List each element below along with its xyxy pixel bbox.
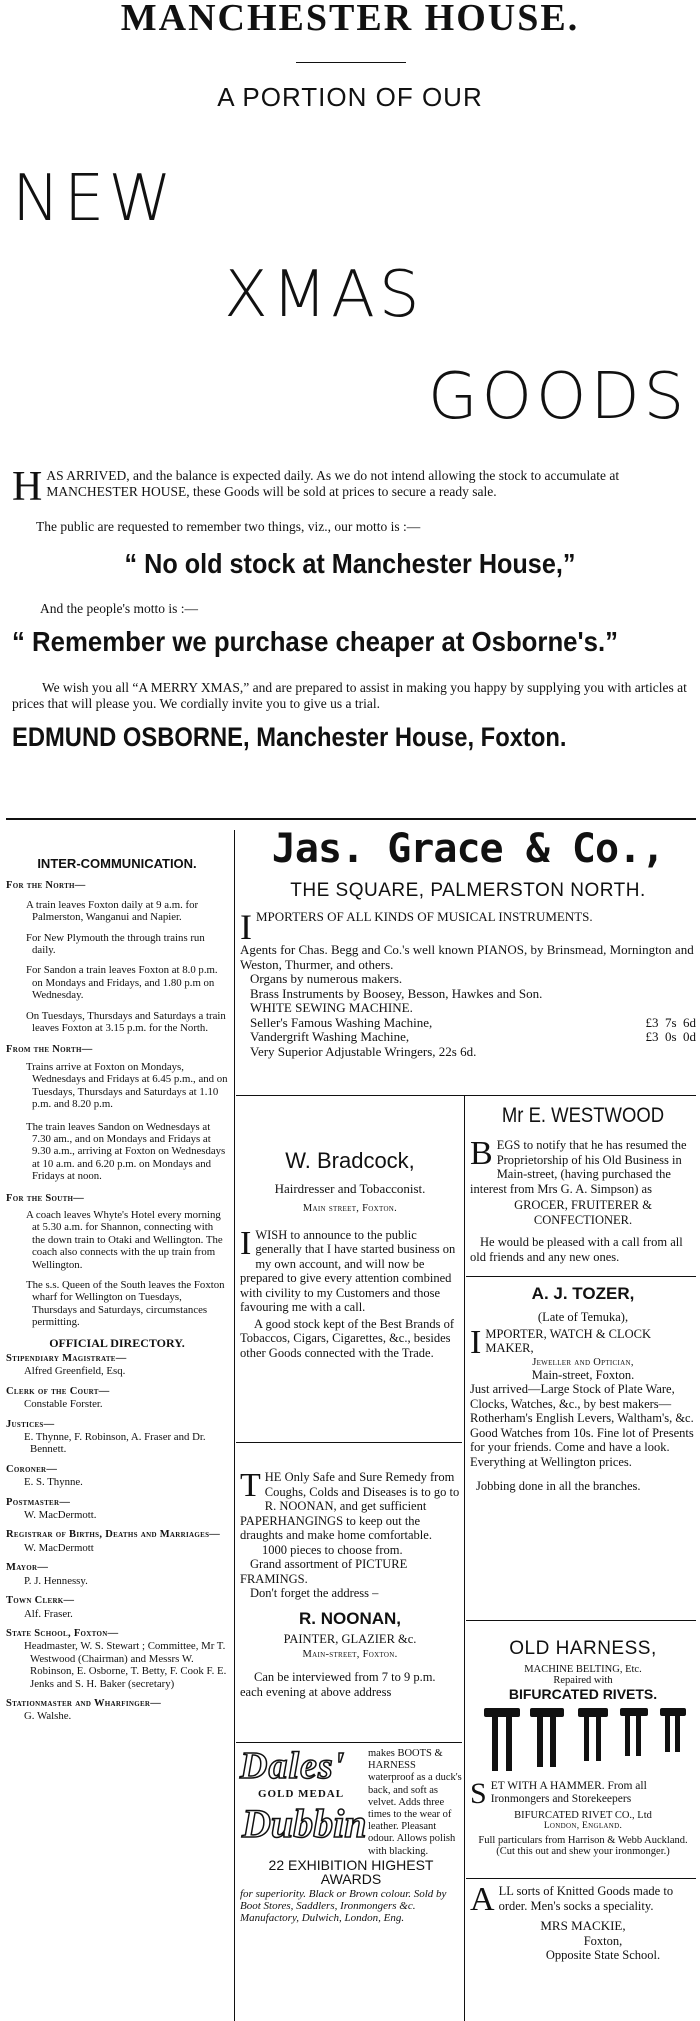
grace-name: Jas. Grace & Co., <box>271 826 665 872</box>
mackie-text1: LL sorts of Knitted Goods made to order. Men's socks a speciality. <box>498 1884 674 1913</box>
tozer-text2: Jobbing done in all the branches. <box>476 1479 641 1493</box>
postmaster-heading: Postmaster— <box>6 1496 71 1508</box>
signature: EDMUND OSBORNE, Manchester House, Foxton. <box>12 722 567 752</box>
drop-cap: H <box>12 464 43 510</box>
westwood-text2: He would be pleased with a call from all old friends and any new ones. <box>470 1235 683 1264</box>
bradcock-text2: A good stock kept of the Best Brands of Tobaccos, Cigars, Cigarettes, &c., besides other Goods connected with the Trade. <box>240 1316 454 1360</box>
dubbin-brand: Dubbin <box>242 1801 367 1846</box>
arrival-paragraph <box>12 464 692 510</box>
column-rule-right <box>464 1095 465 2021</box>
grace-organs: Organs by numerous makers. <box>250 971 403 986</box>
westwood-ad <box>470 1104 696 1264</box>
grace-item <box>240 1030 696 1045</box>
north-item: For Sandon a train leaves Foxton at 8.0 p.m. on Mondays and Fridays, and 1.80 p.m on Wednesday. <box>26 964 218 1002</box>
bradcock-name: W. Bradcock, <box>285 1148 415 1173</box>
mackie-name: MRS MACKIE, <box>540 1918 626 1933</box>
drop-cap: A <box>470 1881 495 1918</box>
mayor: P. J. Hennessy. <box>24 1574 88 1587</box>
section-divider <box>236 1442 462 1443</box>
grace-item <box>240 1016 696 1031</box>
portion-heading: A PORTION OF OUR <box>217 82 483 112</box>
harness-repaired: Repaired with <box>553 1675 613 1686</box>
mackie-ad <box>470 1881 696 1963</box>
noonan-address: Main-street, Foxton. <box>302 1649 398 1660</box>
westwood-trade: GROCER, FRUITERER & CONFECTIONER. <box>514 1198 652 1227</box>
column-rule-left <box>234 830 235 2021</box>
harness-text <box>470 1777 696 1810</box>
westwood-text1: EGS to notify that he has resumed the Proprietorship of his Old Business in Main-street, (having purchased the interest from Mrs G. A. Simpson) as <box>470 1138 687 1196</box>
postmaster: W. MacDermott. <box>24 1509 97 1522</box>
section-divider <box>466 1276 696 1277</box>
noonan-text2: 1000 pieces to choose from. <box>262 1542 403 1557</box>
registrar: W. MacDermott <box>24 1541 94 1554</box>
noonan-text <box>240 1467 460 1543</box>
ornament-rule <box>296 62 406 63</box>
item-price: £3 7s 6d <box>645 1014 696 1030</box>
coroner: E. S. Thynne. <box>24 1476 83 1489</box>
tozer-late: (Late of Temuka), <box>537 1310 629 1324</box>
town-clerk: Alf. Fraser. <box>24 1607 73 1620</box>
section-divider <box>466 1620 696 1621</box>
registrar-heading: Registrar of Births, Deaths and Marriages— <box>6 1529 221 1541</box>
south-item: A coach leaves Whyte's Hotel every morning at 5.30 a.m. for Shannon, connecting with the down train to Otaki and Wellington. The coach also connects with the up train from Wellington. <box>26 1208 223 1271</box>
stationmaster-heading: Stationmaster and Wharfinger— <box>6 1697 162 1709</box>
school-heading: State School, Foxton— <box>6 1627 119 1639</box>
harness-title: OLD HARNESS, <box>509 1638 657 1659</box>
bradcock-ad <box>240 1148 460 1360</box>
noonan-text4: Don't forget the address – <box>250 1586 379 1600</box>
item-price: £3 0s 0d <box>645 1029 696 1044</box>
stationmaster: G. Walshe. <box>24 1710 72 1723</box>
bradcock-text <box>240 1224 460 1315</box>
bradcock-text1: WISH to announce to the public generally that I have started business on my own account, and will now be prepared to give every attention combined with civility to my Customers and those favouring me with a call. <box>240 1227 456 1314</box>
mayor-heading: Mayor— <box>6 1562 49 1574</box>
north-heading: For the North— <box>6 880 86 892</box>
harness-text2: Full particulars from Harrison & Webb Auckland. <box>478 1835 688 1846</box>
magistrate-heading: Stipendiary Magistrate— <box>6 1353 127 1364</box>
manchester-title: MANCHESTER HOUSE. <box>120 0 580 39</box>
harness-rivets: BIFURCATED RIVETS. <box>508 1686 658 1702</box>
mackie-address: Opposite State School. <box>545 1948 661 1962</box>
grace-agents: Agents for Chas. Begg and Co.'s well known PIANOS, by Brinsmead, Mornington and Weston, Thurmer, and others. <box>240 942 694 972</box>
north-item: On Tuesdays, Thursdays and Saturdays a train leaves Foxton at 3.15 p.m. for the North. <box>26 1009 226 1035</box>
mackie-town: Foxton, <box>583 1933 623 1948</box>
south-heading: For the South— <box>6 1192 85 1204</box>
public-paragraph: The public are requested to remember two things, viz., our motto is :— <box>36 519 421 534</box>
tozer-address: Main-street, Foxton. <box>531 1367 635 1382</box>
school: Headmaster, W. S. Stewart ; Committee, Mr T. Westwood (Chairman) and Messrs W. Robinson, E. Osborne, T. Betty, F. Cook F. E. Jenks and S. H. Baker (secretary) <box>24 1640 227 1690</box>
town-clerk-heading: Town Clerk— <box>6 1595 75 1607</box>
item-name: Seller's Famous Washing Machine, <box>250 1014 433 1030</box>
noonan-trade: PAINTER, GLAZIER &c. <box>283 1631 417 1646</box>
mackie-text <box>470 1881 696 1918</box>
section-divider <box>6 818 696 820</box>
harness-text3: (Cut this out and shew your ironmonger.) <box>496 1846 670 1857</box>
from-north-heading: From the North— <box>6 1044 93 1056</box>
north-item: A train leaves Foxton daily at 9 a.m. for Palmerston, Wanganui and Napier. <box>26 898 199 924</box>
section-divider <box>236 1742 462 1743</box>
rivet-icon <box>620 1708 648 1756</box>
dales-brand: Dales' <box>240 1745 346 1787</box>
rivet-icon <box>530 1708 564 1767</box>
dales-logo-block <box>240 1745 462 1857</box>
heading-goods: GOODS <box>428 360 689 434</box>
rivets-illustration <box>470 1706 696 1776</box>
grace-brass: Brass Instruments by Boosey, Besson, Hawkes and Son. <box>250 985 543 1001</box>
motto-two: “ Remember we purchase cheaper at Osborne's.” <box>12 626 618 657</box>
tozer-ad <box>470 1284 696 1494</box>
heading-new: NEW <box>12 162 176 236</box>
drop-cap: T <box>240 1467 261 1504</box>
directory-title: OFFICIAL DIRECTORY. <box>49 1335 185 1350</box>
drop-cap: I <box>240 1224 252 1262</box>
drop-cap: S <box>470 1777 487 1810</box>
justices-heading: Justices— <box>6 1418 55 1430</box>
harness-text1: ET WITH A HAMMER. From all Ironmongers and Storekeepers <box>490 1780 647 1805</box>
noonan-text1: HE Only Safe and Sure Remedy from Coughs, Colds and Diseases is to go to R. NOONAN, and get sufficient PAPERHANGINGS to keep out the draughts and make home comfortable. <box>240 1470 460 1542</box>
tozer-sub: Jeweller and Optician, <box>532 1356 634 1368</box>
rivet-icon <box>660 1708 686 1752</box>
people-paragraph: And the people's motto is :— <box>40 601 199 616</box>
justices: E. Thynne, F. Robinson, A. Fraser and Dr. Bennett. <box>24 1431 206 1456</box>
harness-ad <box>470 1638 696 1857</box>
drop-cap: B <box>470 1135 493 1172</box>
left-column <box>6 858 228 1723</box>
section-divider <box>466 1878 696 1879</box>
rivet-icon <box>578 1708 608 1761</box>
south-item: The s.s. Queen of the South leaves the Foxton wharf for Wellington on Tuesdays, Thursdays and Saturdays, circumstances permitting. <box>26 1278 225 1329</box>
tozer-trade: MPORTER, WATCH & CLOCK MAKER, <box>485 1326 652 1355</box>
section-divider <box>236 1095 696 1096</box>
tozer-name: A. J. TOZER, <box>531 1284 635 1303</box>
arrival-text: AS ARRIVED, and the balance is expected daily. As we do not intend allowing the stock to accumulate at MANCHESTER HOUSE, these Goods will be sold at prices to secure a ready sale. <box>46 468 620 499</box>
grace-sewing: WHITE SEWING MACHINE. <box>250 1000 413 1015</box>
from-north-item: The train leaves Sandon on Wednesdays at 7.30 am., and on Mondays and Fridays at 9.30 a.m., arriving at Foxton on Wednesdays at 10 a.m. and 6.20 p.m. on Mondays and Fridays at noon. <box>26 1120 226 1183</box>
grace-wringers: Very Superior Adjustable Wringers, 22s 6d. <box>250 1043 477 1059</box>
grace-ad <box>240 826 696 1059</box>
clerk-heading: Clerk of the Court— <box>6 1385 110 1397</box>
noonan-text5: Can be interviewed from 7 to 9 p.m. each evening at above address <box>240 1670 436 1699</box>
dales-medal: GOLD MEDAL <box>258 1788 345 1800</box>
wish-paragraph: We wish you all “A MERRY XMAS,” and are prepared to assist in making you happy by supplying you with articles at prices that will please you. We cordially invite you to give us a trial. <box>12 680 687 711</box>
westwood-text <box>470 1135 696 1196</box>
drop-cap: I <box>240 907 252 947</box>
harness-company: BIFURCATED RIVET CO., Ltd <box>514 1810 652 1821</box>
dales-awards: 22 EXHIBITION HIGHEST AWARDS <box>268 1857 434 1887</box>
north-item: For New Plymouth the through trains run daily. <box>26 931 205 957</box>
item-name: Vandergrift Washing Machine, <box>250 1029 410 1044</box>
harness-sub: MACHINE BELTING, Etc. <box>524 1664 642 1675</box>
from-north-item: Trains arrive at Foxton on Mondays, Wednesdays and Fridays at 6.45 p.m., and on Tuesdays, Thursdays and Saturdays at 1.10 p.m. and 8.20 p.m. <box>26 1060 228 1111</box>
rivet-icon <box>484 1708 520 1771</box>
noonan-ad <box>240 1467 460 1699</box>
noonan-name: R. NOONAN, <box>299 1608 401 1628</box>
tozer-text1: Just arrived—Large Stock of Plate Ware, Clocks, Watches, &c., by best makers—Rotherham's English Levers, Waltham's, &c. Good Watches from 10s. Fine lot of Presents for your friends. Come and have a look. Everything at Wellington prices. <box>470 1382 694 1469</box>
dales-side-text: makes BOOTS & HARNESS waterproof as a duck's back, and soft as velvet. Adds three times to the wear of leather. Pleasant odour. Allows polish with blacking. <box>368 1748 462 1857</box>
tozer-trade-line <box>470 1323 696 1361</box>
bradcock-trade: Hairdresser and Tobacconist. <box>274 1181 426 1196</box>
intercom-title: INTER-COMMUNICATION. <box>37 856 197 871</box>
dales-tail: for superiority. Black or Brown colour. Sold by Boot Stores, Saddlers, Ironmongers &c. Manufactory, Dulwich, London, Eng. <box>240 1888 447 1924</box>
motto-one: “ No old stock at Manchester House,” <box>124 548 576 579</box>
harness-city: London, England. <box>543 1821 623 1831</box>
bradcock-address: Main street, Foxton. <box>302 1202 398 1214</box>
grace-importers <box>240 907 696 947</box>
grace-address: THE SQUARE, PALMERSTON NORTH. <box>290 880 646 901</box>
dales-ad <box>240 1745 462 1924</box>
magistrate: Alfred Greenfield, Esq. <box>24 1365 126 1378</box>
drop-cap: I <box>470 1323 482 1361</box>
heading-xmas: XMAS <box>224 258 424 332</box>
grace-importers-text: MPORTERS OF ALL KINDS OF MUSICAL INSTRUMENTS. <box>256 909 593 924</box>
noonan-text3: Grand assortment of PICTURE FRAMINGS. <box>240 1557 408 1586</box>
clerk: Constable Forster. <box>24 1398 103 1411</box>
coroner-heading: Coroner— <box>6 1463 58 1475</box>
westwood-name: Mr E. WESTWOOD <box>501 1104 665 1127</box>
